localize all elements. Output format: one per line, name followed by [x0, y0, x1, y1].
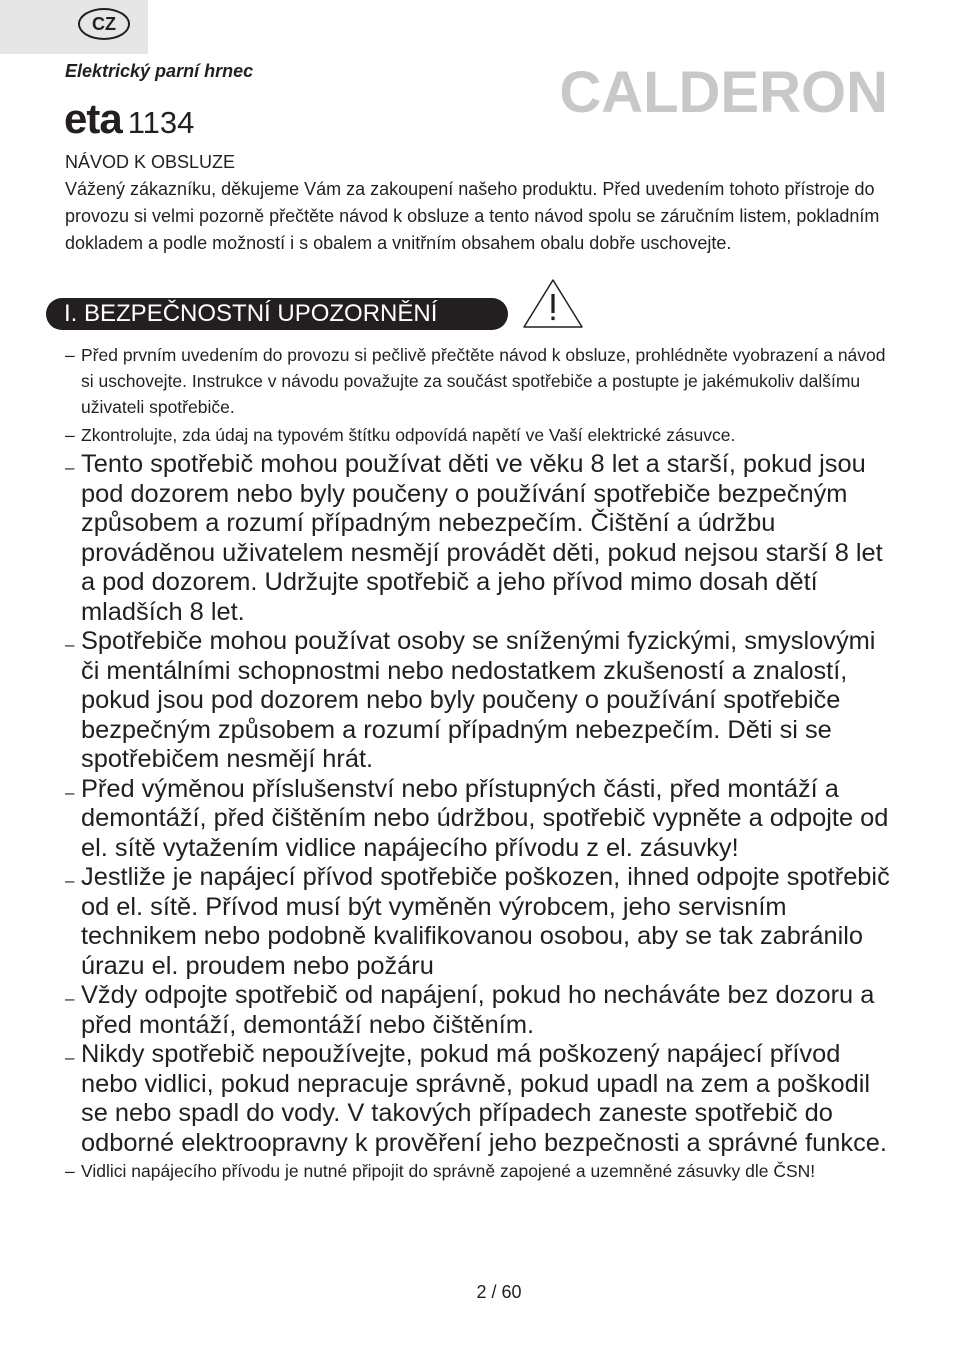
manual-title: NÁVOD K OBSLUZE — [65, 152, 236, 172]
list-bullet: – — [65, 1161, 75, 1181]
list-bullet: – — [65, 635, 75, 654]
list-bullet: – — [65, 871, 75, 890]
language-tab — [0, 0, 148, 54]
intro-paragraph: Vážený zákazníku, děkujeme Vám za zakoupení našeho produktu. Před uvedením tohoto přístroje do provozu si velmi pozorně přečtěte návod k obsluze a tento návod spolu se záručním listem, pokladním dokladem a podle možností i s obalem a vnitřním obsahem obalu dobře uschovejte. — [65, 179, 880, 253]
list-bullet: – — [65, 782, 75, 802]
page-number: 2 / 60 — [476, 1282, 522, 1302]
product-subtitle: Elektrický parní hrnec — [65, 61, 254, 81]
list-item: – Nikdy spotřebič nepoužívejte, pokud má poškozený napájecí přívod nebo vidlici, pokud nepracuje správně, pokud upadl na zem a poškodil se nebo spadl do vody. V takových případech zaneste spotřebič do odborné elektroopravny k prověření jeho bezpečnosti a správné funkce. — [65, 1040, 887, 1157]
language-badge: CZ — [78, 8, 130, 40]
model-number: 1134 — [127, 105, 195, 140]
warning-triangle-icon — [522, 278, 584, 330]
list-bullet: – — [65, 425, 75, 445]
list-item: – Vidlici napájecího přívodu je nutné připojit do správně zapojené a uzemněné zásuvky dle ČSN! — [65, 1158, 895, 1184]
list-item: – Před prvním uvedením do provozu si pečlivě přečtěte návod k obsluze, prohlédněte vyobrazení a návod si uschovejte. Instrukce v návodu považujte za součást spotřebiče a postupte je jakémukoliv dalšímu uživateli spotřebiče. — [65, 342, 895, 420]
list-bullet: – — [65, 989, 75, 1008]
section-heading: I. BEZPEČNOSTNÍ UPOZORNĚNÍ — [46, 298, 508, 330]
list-item: – Tento spotřebič mohou používat děti ve věku 8 let a starší, pokud jsou pod dozorem nebo byly poučeny o používání spotřebiče bezpečným způsobem a rozumí případným nebezpečím. Čištění a údržbu prováděnou uživatelem nesmějí provádět děti, pokud nejsou starší 8 let a pod dozorem. Udržujte spotřebič a jeho přívod mimo dosah dětí mladších 8 let. — [65, 450, 883, 626]
list-bullet: – — [65, 345, 75, 365]
list-item: – Zkontrolujte, zda údaj na typovém štítku odpovídá napětí ve Vaší elektrické zásuvce. — [65, 422, 895, 448]
brand-model — [64, 96, 194, 146]
list-item: – Jestliže je napájecí přívod spotřebiče poškozen, ihned odpojte spotřebič od el. sítě. Přívod musí být vyměněn výrobcem, jeho servisním technikem nebo podobně kvalifikovanou osobou, aby se tak zabránilo úrazu el. proudem nebo požáru — [65, 863, 890, 980]
list-bullet: – — [65, 458, 75, 477]
safety-list — [65, 342, 895, 1186]
list-item: – Před výměnou příslušenství nebo přístupných části, před montáží a demontáží, před čištěním nebo údržbou, spotřebič vypněte a odpojte od el. sítě vytažením vidlice napájecího přívodu z el. zásuvky! — [65, 774, 889, 862]
list-item: – Spotřebiče mohou používat osoby se sníženými fyzickými, smyslovými či mentálními schopnostmi nebo nedostatkem zkušeností a znalostí, pokud jsou pod dozorem nebo byly poučeny o používání spotřebiče bezpečným způsobem a rozumí případným nebezpečím. Děti si se spotřebičem nesmějí hrát. — [65, 627, 876, 773]
list-item: – Vždy odpojte spotřebič od napájení, pokud ho necháváte bez dozoru a před montáží, demontáží nebo čištěním. — [65, 981, 875, 1039]
list-bullet: – — [65, 1048, 75, 1067]
brand-logo: eta — [64, 95, 122, 142]
product-name: CALDERON — [559, 60, 888, 125]
